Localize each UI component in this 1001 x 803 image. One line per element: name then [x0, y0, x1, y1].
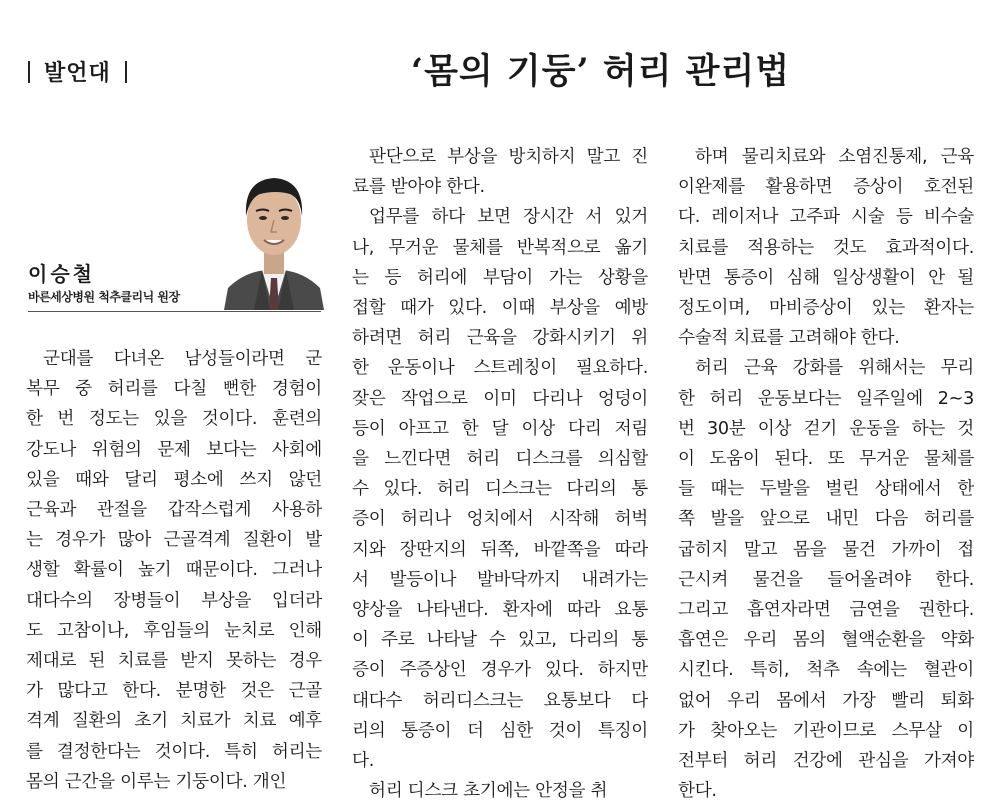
text-line: 다. 레이저나 고주파 시술 등 비수술 — [678, 207, 974, 228]
text-line: 군대를 다녀온 남성들이라면 군 — [43, 349, 322, 369]
text-line: 한 번 정도는 있을 것이다. 훈련의 — [26, 409, 322, 430]
text-line: 대다수의 장병들이 부상을 입더라 — [26, 590, 322, 611]
text-line: 료를 받아야 한다. — [352, 177, 485, 198]
text-line: 시킨다. 특히, 척추 속에는 혈관이 — [678, 660, 974, 681]
text-line: 서 발등이나 발바닥까지 내려가는 — [352, 569, 648, 590]
text-line: 이 주로 나타날 수 있고, 다리의 통 — [352, 630, 648, 651]
article-column-1 — [26, 344, 322, 800]
text-line: 있을 때와 달리 평소에 쓰지 않던 — [26, 469, 322, 490]
text-line: 등이 아프고 한 달 이상 다리 저림 — [352, 418, 648, 439]
text-line: 허리 근육 강화를 위해서는 무리 — [695, 358, 974, 379]
article-column-3 — [678, 142, 974, 802]
author-affiliation: 바른세상병원 척추클리닉 원장 — [28, 290, 180, 304]
text-line: 치료를 적용하는 것도 효과적이다. — [678, 237, 974, 258]
text-line: 이 도움이 된다. 또 무거운 물체를 — [678, 449, 974, 470]
text-line: 한 허리 운동보다는 일주일에 2~3 — [678, 388, 974, 409]
text-line: 전부터 허리 건강에 관심을 가져야 — [678, 751, 974, 772]
text-line: 한 운동이나 스트레칭이 필요하다. — [352, 358, 648, 379]
text-line: 하며 물리치료와 소염진통제, 근육 — [695, 147, 974, 167]
text-line: 그리고 흡연자라면 금연을 권한다. — [678, 600, 974, 621]
text-line: 제대로 된 치료를 받지 못하는 경우 — [26, 651, 322, 672]
text-line: 가 찾아오는 기관이므로 스무살 이 — [678, 720, 974, 741]
text-line: 쪽 발을 앞으로 내민 다음 허리를 — [678, 509, 974, 530]
text-line: 굽히지 말고 몸을 물건 가까이 접 — [678, 539, 974, 560]
text-line: 복무 중 허리를 다칠 뻔한 경험이 — [26, 379, 322, 400]
text-line: 잦은 작업으로 이미 다리나 엉덩이 — [352, 388, 648, 409]
text-line: 한다. — [678, 781, 717, 802]
text-line: 양상을 나타낸다. 환자에 따라 요통 — [352, 600, 648, 621]
text-line: 생할 확률이 높기 때문이다. 그러나 — [26, 560, 322, 581]
column-label-text: 발언대 — [44, 61, 111, 86]
text-line: 격계 질환의 초기 치료가 치료 예후 — [26, 711, 322, 732]
headline: ‘몸의 기둥’ 허리 관리법 — [410, 51, 791, 92]
text-line: 정도이며, 마비증상이 있는 환자는 — [678, 298, 974, 319]
text-line: 다. — [352, 751, 374, 772]
text-line: 리의 통증이 더 심한 것이 특징이 — [352, 720, 648, 741]
text-line: 나, 무거운 물체를 반복적으로 옮기 — [352, 237, 648, 258]
text-line: 도 고참이나, 후임들의 눈치로 인해 — [26, 620, 322, 641]
text-line: 수 있다. 허리 디스크는 다리의 통 — [352, 479, 648, 500]
text-line: 몸의 근간을 이루는 기둥이다. 개인 — [26, 771, 287, 792]
text-line: 는 경우가 많아 근골격계 질환이 발 — [26, 530, 322, 551]
text-line: 없어 우리 몸에서 가장 빨리 퇴화 — [678, 690, 974, 711]
text-line: 판단으로 부상을 방치하지 말고 진 — [369, 147, 648, 167]
text-line: 근육과 관절을 갑작스럽게 사용하 — [26, 500, 322, 521]
text-line: 강도나 위험의 문제 보다는 사회에 — [26, 439, 322, 460]
text-line: 접할 때가 있다. 이때 부상을 예방 — [352, 298, 648, 319]
text-line: 이완제를 활용하면 증상이 호전된 — [678, 177, 974, 198]
text-line: 지와 장딴지의 뒤쪽, 바깥쪽을 따라 — [352, 539, 648, 560]
author-portrait-icon — [224, 160, 324, 310]
text-line: 는 등 허리에 부담이 가는 상황을 — [352, 267, 648, 288]
text-line: 반면 통증이 심해 일상생활이 안 될 — [678, 267, 974, 288]
text-line: 을 느낀다면 허리 디스크를 의심할 — [352, 449, 648, 470]
text-line: 허리 디스크 초기에는 안정을 취 — [369, 781, 608, 802]
text-line: 수술적 치료를 고려해야 한다. — [678, 328, 900, 349]
text-line: 하려면 허리 근육을 강화시키기 위 — [352, 328, 648, 349]
text-line: 흡연은 우리 몸의 혈액순환을 약화 — [678, 630, 974, 651]
text-line: 들 때는 두발을 벌린 상태에서 한 — [678, 479, 974, 500]
author-box — [28, 160, 321, 312]
article-column-2 — [352, 142, 648, 802]
text-line: 업무를 하다 보면 장시간 서 있거 — [369, 207, 648, 228]
text-line: 를 결정한다는 것이다. 특히 허리는 — [26, 741, 322, 762]
text-line: 대다수 허리디스크는 요통보다 다 — [352, 690, 648, 711]
author-name: 이승철 — [28, 262, 95, 286]
text-line: 가 많다고 한다. 분명한 것은 근골 — [26, 681, 322, 702]
text-line: 증이 주증상인 경우가 있다. 하지만 — [352, 660, 648, 681]
text-line: 증이 허리나 엉치에서 시작해 허벅 — [352, 509, 648, 530]
text-line: 번 30분 이상 걷기 운동을 하는 것 — [678, 418, 974, 439]
text-line: 근시켜 물건을 들어올려야 한다. — [678, 569, 974, 590]
